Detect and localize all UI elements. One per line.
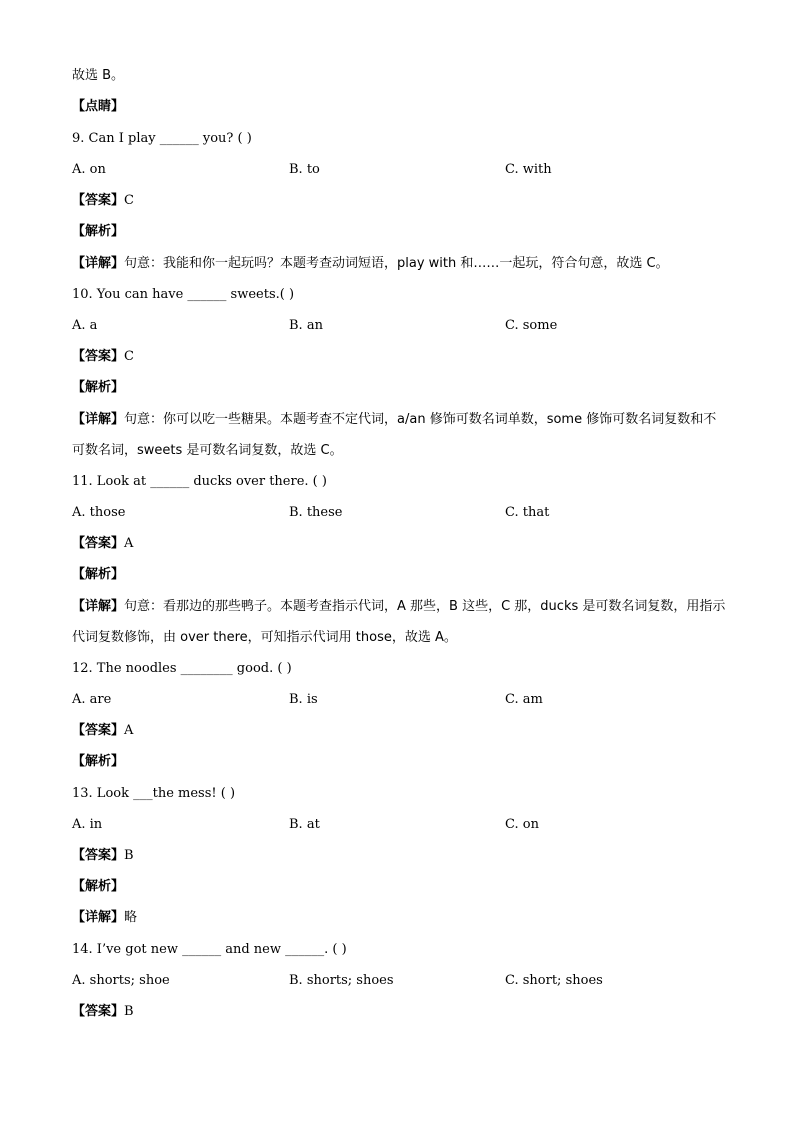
question-9-analysis-label: 【解析】 [72, 224, 125, 239]
question-11-stem: 11. Look at ______ ducks over there. ( ) [72, 474, 327, 489]
question-11-detail [72, 591, 727, 653]
question-10-option-a: A. a [72, 318, 98, 333]
question-12-answer [72, 721, 133, 741]
answer-value: A [124, 536, 134, 551]
question-14-option-a: A. shorts; shoe [72, 973, 170, 988]
question-13-analysis-label: 【解析】 [72, 879, 125, 894]
question-12-option-a: A. are [72, 692, 112, 707]
question-10-option-c: C. some [505, 318, 558, 333]
question-13-options [72, 815, 732, 835]
answer-label: 【答案】 [72, 536, 125, 551]
question-10-options [72, 316, 732, 336]
question-11-option-a: A. those [72, 505, 126, 520]
answer-value: B [124, 848, 134, 863]
question-9-answer [72, 191, 134, 211]
detail-text: 句意：我能和你一起玩吗？本题考查动词短语，play with 和……一起玩，符合句意，故选 C。 [124, 256, 669, 271]
question-12-options [72, 690, 732, 710]
question-11-option-c: C. that [505, 505, 550, 520]
question-12-option-c: C. am [505, 692, 543, 707]
question-9-option-c: C. with [505, 162, 552, 177]
question-13-stem: 13. Look ___the mess! ( ) [72, 786, 236, 801]
answer-label: 【答案】 [72, 848, 125, 863]
answer-value: A [124, 723, 134, 738]
intro-choose-text: 故选 B。 [72, 68, 125, 83]
question-9-options [72, 160, 732, 180]
detail-text: 句意：看那边的那些鸭子。本题考查指示代词，A 那些，B 这些，C 那，ducks 是可数名词复数，用指示代词复数修饰，由 over there，可知指示代词用 those，故选 A。 [72, 599, 726, 645]
detail-label: 【详解】 [72, 412, 125, 427]
detail-label: 【详解】 [72, 256, 125, 271]
question-11-analysis-label: 【解析】 [72, 567, 125, 582]
detail-text: 句意：你可以吃一些糖果。本题考查不定代词，a/an 修饰可数名词单数，some 修饰可数名词复数和不可数名词，sweets 是可数名词复数，故选 C。 [72, 412, 717, 458]
question-13-answer [72, 846, 134, 866]
question-14-option-c: C. short; shoes [505, 973, 603, 988]
question-10-detail [72, 404, 727, 466]
question-11-answer [72, 534, 133, 554]
question-10-analysis-label: 【解析】 [72, 380, 125, 395]
question-14-answer [72, 1002, 134, 1022]
question-9-option-a: A. on [72, 162, 106, 177]
answer-label: 【答案】 [72, 723, 125, 738]
question-9-detail [72, 254, 669, 274]
answer-value: C [124, 349, 134, 364]
question-13-option-b: B. at [289, 817, 320, 832]
answer-value: B [124, 1004, 134, 1019]
question-10-answer [72, 347, 134, 367]
question-11-options [72, 503, 732, 523]
question-10-stem: 10. You can have ______ sweets.( ) [72, 287, 295, 302]
detail-label: 【详解】 [72, 599, 125, 614]
question-12-option-b: B. is [289, 692, 318, 707]
detail-label: 【详解】 [72, 910, 125, 925]
dianjing-label: 【点睛】 [72, 99, 125, 114]
question-9-option-b: B. to [289, 162, 320, 177]
question-13-option-c: C. on [505, 817, 539, 832]
question-12-analysis-label: 【解析】 [72, 754, 125, 769]
answer-label: 【答案】 [72, 193, 125, 208]
answer-value: C [124, 193, 134, 208]
answer-label: 【答案】 [72, 349, 125, 364]
question-14-stem: 14. I’ve got new ______ and new ______. ( ) [72, 942, 347, 957]
question-12-stem: 12. The noodles ________ good. ( ) [72, 661, 292, 676]
question-14-option-b: B. shorts; shoes [289, 973, 394, 988]
question-13-detail [72, 908, 137, 928]
question-10-option-b: B. an [289, 318, 323, 333]
question-14-options [72, 971, 732, 991]
question-13-option-a: A. in [72, 817, 103, 832]
question-9-stem: 9. Can I play ______ you? ( ) [72, 131, 252, 146]
question-11-option-b: B. these [289, 505, 343, 520]
answer-label: 【答案】 [72, 1004, 125, 1019]
detail-text: 略 [124, 910, 138, 925]
